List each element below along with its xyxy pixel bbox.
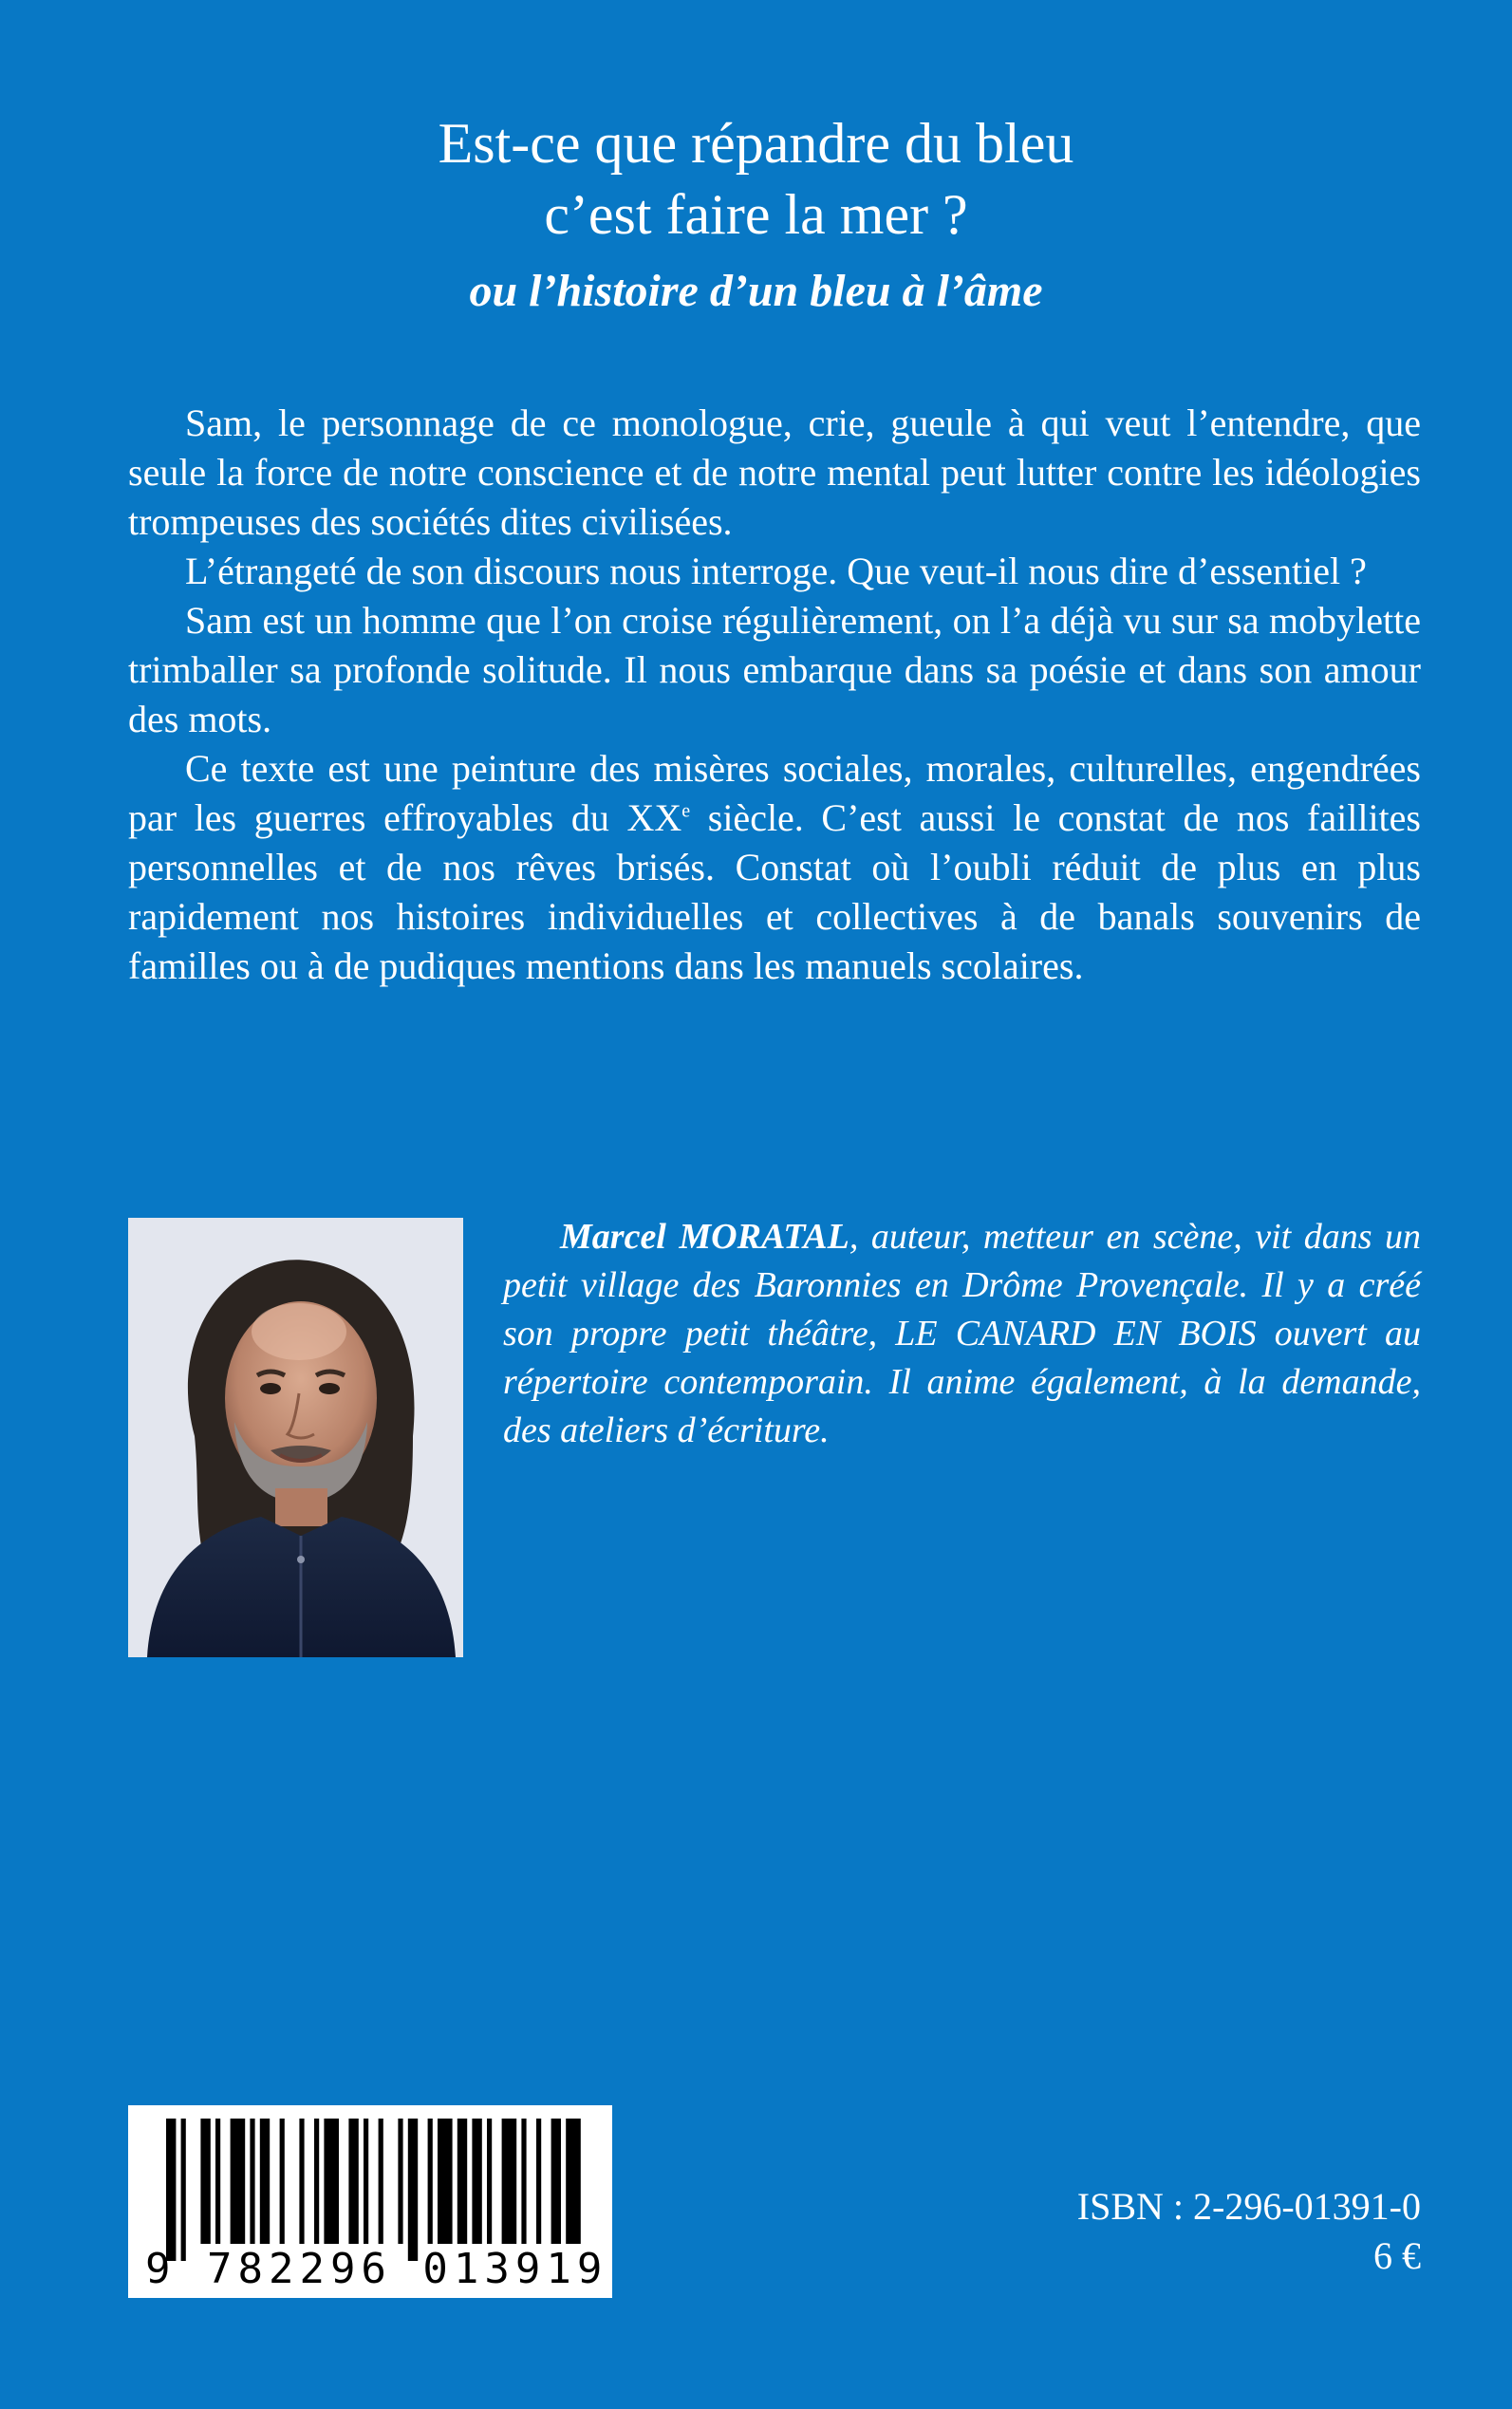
title-line-1: Est-ce que répandre du bleu [438, 112, 1074, 175]
summary-paragraph-2: L’étrangeté de son discours nous interroge. Que veut-il nous dire d’essentiel ? [185, 550, 1367, 592]
barcode-bar [457, 2119, 467, 2244]
summary-paragraph-4: Ce texte est une peinture des misères sociales, morales, culturelles, engendrées par les guerres effroyables du XXe siècle. C’est aussi le constat de nos faillites personnelles et de nos rêves brisés. Constat où l’oubli réduit de plus en plus rapidement nos histoires individuelles et collectives à de banals souvenirs de familles ou à de pudiques mentions dans les manuels scolaires. [128, 747, 1421, 987]
subtitle: ou l’histoire d’un bleu à l’âme [469, 266, 1043, 316]
barcode-bar [250, 2119, 254, 2244]
summary-paragraph-3: Sam est un homme que l’on croise régulièrement, on l’a déjà vu sur sa mobylette trimballer sa profonde solitude. Il nous embarque dans sa poésie et dans son amour des mots. [128, 599, 1421, 740]
barcode-bar [408, 2119, 418, 2261]
barcode-bar [551, 2119, 561, 2244]
barcode-bar [299, 2119, 304, 2244]
barcode [128, 2105, 612, 2298]
price: 6 € [1373, 2234, 1421, 2277]
barcode-bar [428, 2119, 433, 2244]
barcode-bar [181, 2119, 186, 2261]
title-line-2: c’est faire la mer ? [544, 183, 968, 246]
author-photo [128, 1218, 463, 1657]
summary-paragraph-1: Sam, le personnage de ce monologue, crie, gueule à qui veut l’entendre, que seule la force de notre conscience et de notre mental peut lutter contre les idéologies trompeuses des sociétés dites civilisées. [128, 402, 1421, 543]
author-name: Marcel MORATAL [560, 1217, 849, 1257]
barcode-bar [364, 2119, 368, 2244]
barcode-bar [314, 2119, 319, 2244]
barcode-bar [438, 2119, 453, 2244]
barcode-bar [472, 2119, 481, 2244]
barcode-digits: 9 782296 013919 [145, 2245, 608, 2293]
summary-text [128, 399, 1421, 991]
barcode-bar [502, 2119, 517, 2244]
barcode-bar [487, 2119, 492, 2244]
isbn: ISBN : 2-296-01391-0 [1076, 2185, 1421, 2228]
barcode-bar [200, 2119, 210, 2244]
barcode-bar [166, 2119, 176, 2261]
barcode-bar [398, 2119, 402, 2244]
barcode-bar [536, 2119, 541, 2244]
barcode-bar [231, 2119, 246, 2244]
barcode-bar [280, 2119, 285, 2244]
barcode-bar [521, 2119, 526, 2244]
author-bio: Marcel MORATAL, auteur, metteur en scène, vit dans un petit village des Baronnies en Drôme Provençale. Il y a créé son propre petit théâtre, LE CANARD EN BOIS ouvert au répertoire contemporain. Il anime également, à la demande, des ateliers d’écriture. [503, 1217, 1421, 1450]
barcode-bar [215, 2119, 220, 2244]
barcode-bar [260, 2119, 270, 2244]
barcode-bar [348, 2119, 358, 2244]
barcode-bar [566, 2119, 581, 2244]
barcode-bar [379, 2119, 383, 2244]
barcode-bar [324, 2119, 339, 2244]
